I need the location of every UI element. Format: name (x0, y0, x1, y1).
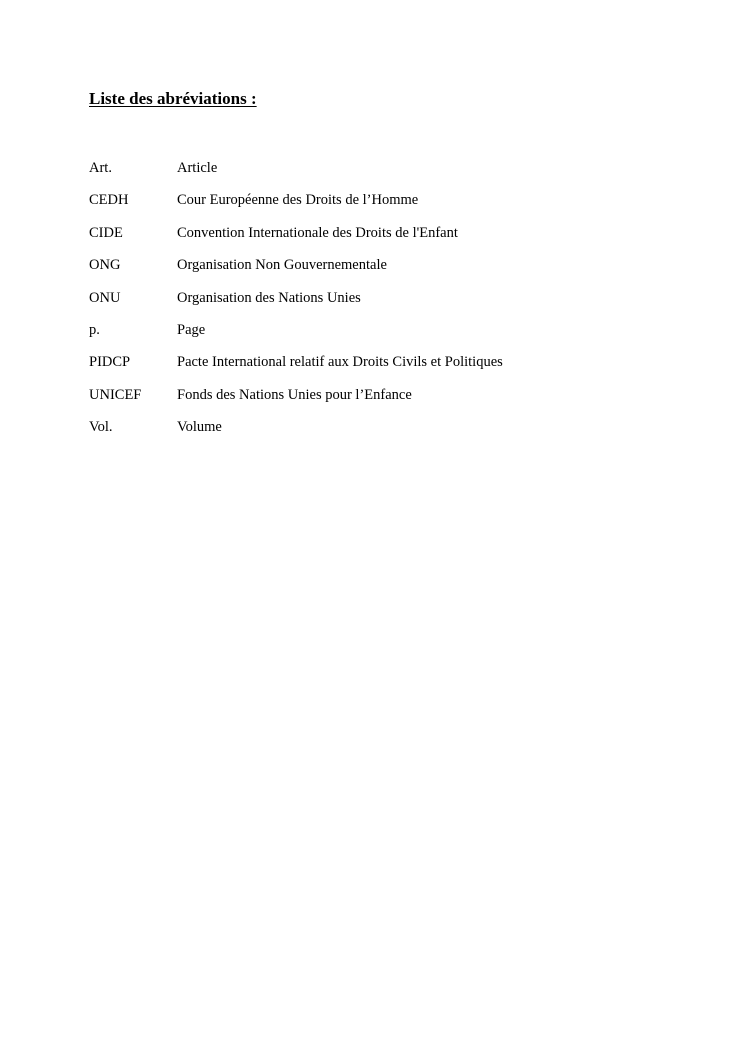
abbreviation-definition: Page (177, 321, 206, 338)
abbreviation-list (89, 158, 503, 450)
abbreviation-term: Art. (89, 160, 112, 176)
list-item (89, 190, 503, 222)
abbreviation-definition: Organisation des Nations Unies (177, 289, 361, 306)
abbreviation-definition: Article (177, 160, 218, 176)
list-item (89, 320, 503, 352)
page-title: Liste des abréviations : (89, 89, 257, 108)
abbreviation-term: CIDE (89, 224, 123, 241)
abbreviation-definition: Cour Européenne des Droits de l’Homme (177, 192, 419, 209)
list-item (89, 288, 503, 320)
abbreviation-definition: Volume (177, 419, 222, 436)
abbreviation-term: ONG (89, 257, 121, 274)
abbreviation-term: UNICEF (89, 386, 142, 403)
list-item (89, 255, 503, 287)
abbreviation-term: Vol. (89, 419, 113, 436)
abbreviation-term: PIDCP (89, 354, 131, 371)
list-item (89, 385, 503, 417)
abbreviation-term: p. (89, 321, 100, 338)
abbreviation-definition: Pacte International relatif aux Droits Civils et Politiques (177, 354, 503, 371)
abbreviation-definition: Convention Internationale des Droits de l'Enfant (177, 224, 458, 241)
list-item (89, 352, 503, 384)
list-item (89, 158, 503, 190)
abbreviation-definition: Fonds des Nations Unies pour l’Enfance (177, 386, 412, 403)
abbreviation-term: CEDH (89, 192, 129, 209)
abbreviation-term: ONU (89, 289, 121, 306)
list-item (89, 223, 503, 255)
list-item (89, 417, 503, 449)
abbreviation-definition: Organisation Non Gouvernementale (177, 257, 387, 274)
